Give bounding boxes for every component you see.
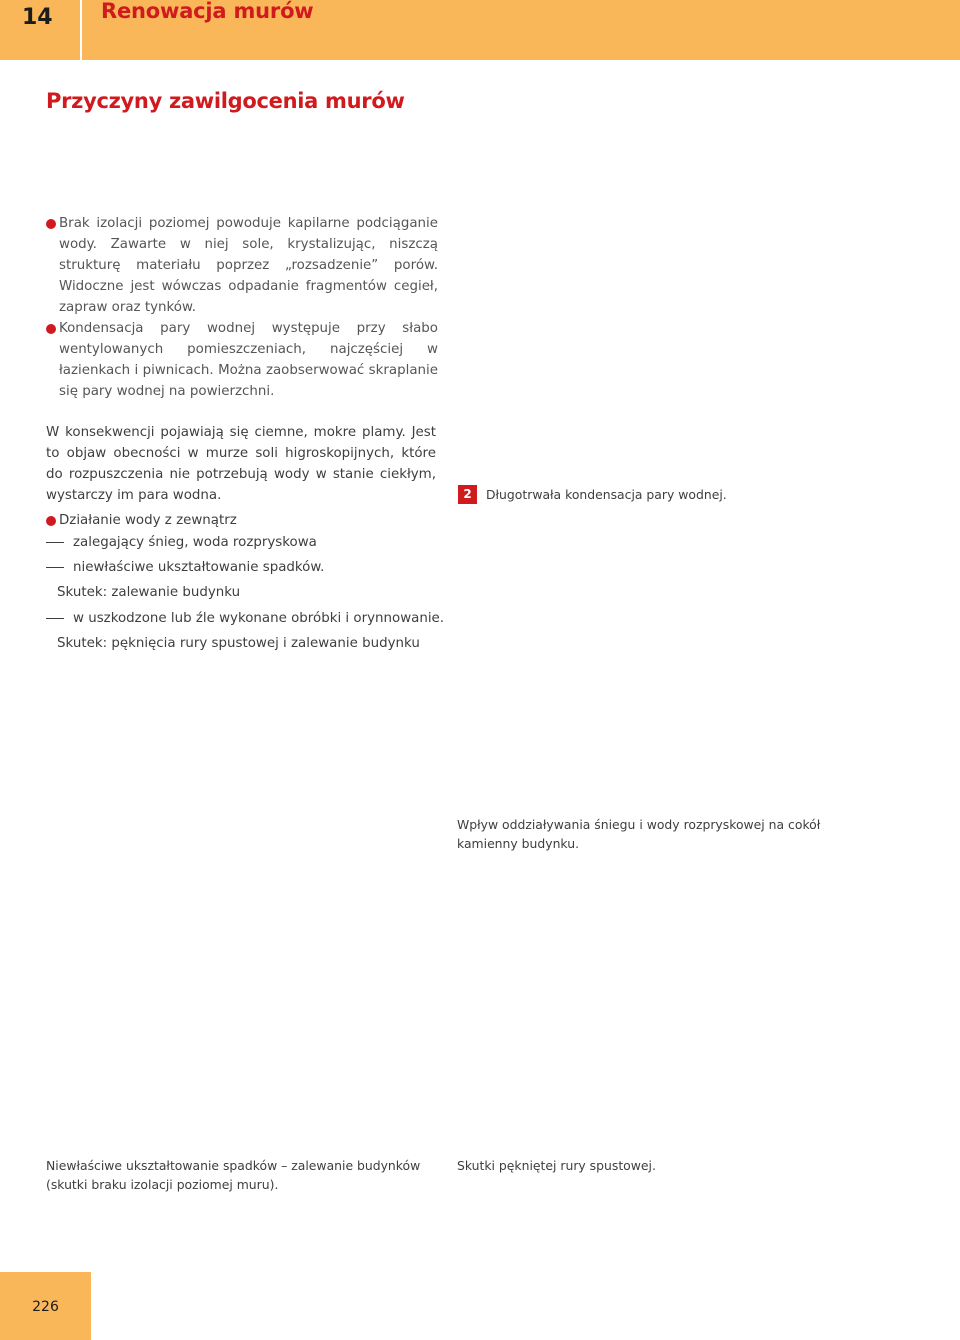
effect-text: Skutek: zalewanie budynku [57,585,241,600]
figure-caption-pipe: Skutki pękniętej rury spustowej. [457,1158,656,1173]
figure-caption-snow: Wpływ oddziaływania śniegu i wody rozpryskowej na cokół kamienny budynku. [457,817,821,851]
chapter-title: Renowacja murów [101,0,314,23]
dash-item [46,557,446,578]
bullet-capillary [46,213,438,318]
bullet-text: Brak izolacji poziomej powoduje kapilarne podciąganie wody. Zawarte w niej sole, krystalizując, niszczą strukturę materiału poprzez „rozsadzenie” porów. Widoczne jest wówczas odpadanie fragmentów cegieł, zapraw oraz tynków. [59,216,438,315]
bullet-dot-icon [46,324,56,334]
dash-text: zalegający śnieg, woda rozpryskowa [73,535,317,550]
bullet-text: Kondensacja pary wodnej występuje przy słabo wentylowanych pomieszczeniach, najczęściej w łazienkach i piwnicach. Można zaobserwować skraplanie się pary wodnej na powierzchni. [59,321,438,399]
page-number: 226 [32,1299,59,1315]
bullet-dot-icon [46,516,56,526]
page-title: Przyczyny zawilgocenia murów [46,89,405,113]
dash-icon [46,567,64,568]
dash-text: niewłaściwe ukształtowanie spadków. [73,560,325,575]
dash-icon [46,618,64,619]
dash-text: w uszkodzone lub źle wykonane obróbki i orynnowanie. [73,611,445,626]
figure-caption-condensation: Długotrwała kondensacja pary wodnej. [486,487,727,502]
dash-icon [46,542,64,543]
header-divider [80,0,82,60]
consequence-paragraph: W konsekwencji pojawiają się ciemne, mokre plamy. Jest to objaw obecności w murze soli higroskopijnych, które do rozpuszczenia nie potrzebują wody w stanie ciekłym, wystarczy im para wodna. [46,425,436,503]
effect-text: Skutek: pęknięcia rury spustowej i zalewanie budynku [57,636,420,651]
bullet-external-water [46,510,446,531]
dash-item [46,608,446,629]
bullet-condensation [46,318,438,402]
bullet-dot-icon [46,219,56,229]
chapter-number: 14 [22,5,53,30]
figure-caption-slope: Niewłaściwe ukształtowanie spadków – zalewanie budynków (skutki braku izolacji poziomej muru). [46,1158,421,1192]
bullet-text: Działanie wody z zewnątrz [59,513,237,528]
figure-number-badge: 2 [458,485,477,504]
dash-item [46,532,446,553]
